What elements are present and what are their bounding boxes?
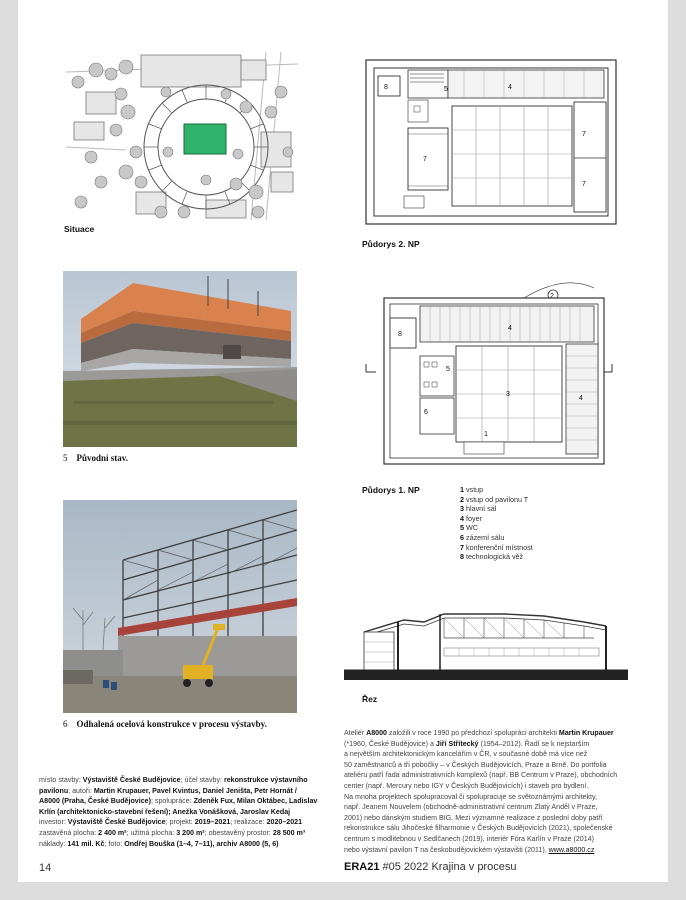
plan2-num-5: 5 [444,86,448,93]
section-drawing [344,592,628,684]
photo-steel-structure [63,500,297,713]
photo6-caption-text: Odhalená ocelová konstrukce v procesu výstavby. [76,719,267,729]
site-plan [66,52,298,220]
photo-original-state [63,271,297,447]
photo5-caption-text: Původní stav. [76,453,129,463]
plan1-num-5: 5 [446,366,450,373]
plan1-num-8: 8 [398,331,402,338]
project-credits: místo stavby: Výstaviště České Budějovice; účel stavby: rekonstrukce výstavního pavilonu; autoři: Martin Krupauer, Pavel Kvintus, Daniel Jeništa, Petr Hornát / A8000 (Praha, České Budějovice); spolupráce: Zdeněk Fux, Milan Oktábec, Ladislav Krlín (architektonicko-stavební řešení); Anežka Vonášková, Jaroslav Kedaj investor: Výstaviště České Budějovice; projekt: 2019–2021; realizace: 2020–2021 zastavěná plocha: 2 400 m²; užitná plocha: 3 200 m²; obestavěný prostor: 28 500 m³ náklady: 141 mil. Kč; foto: Ondřej Bouška (1–4, 7–11), archiv A8000 (5, 6) [39,776,318,848]
plan-legend [460,485,533,562]
plan1-num-6: 6 [424,409,428,416]
photo6-number: 6 [63,719,68,729]
floor-plan-1np [354,278,626,468]
legend-item: 4 foyer [460,513,482,523]
plan1-num-1: 1 [484,431,488,438]
plan2-num-4: 4 [508,84,512,91]
magazine-name: ERA21 [344,861,380,873]
legend-item: 8 technologická věž [460,552,524,562]
legend-item: 6 zázemí sálu [460,532,505,542]
plan1-num-2: 2 [550,293,554,300]
plan2-num-8: 8 [384,84,388,91]
plan1-num-4a: 4 [508,325,512,332]
legend-item: 1 vstup [460,485,484,494]
section-label: Řez [362,694,378,704]
studio-website-link[interactable]: www.a8000.cz [548,845,595,854]
legend-item: 3 hlavní sál [460,504,497,514]
photo6-caption [63,719,267,729]
plan1-num-4b: 4 [579,395,583,402]
floor-plan-2np [364,58,618,226]
plan2-label: Půdorys 2. NP [362,239,420,249]
studio-description: Ateliér A8000 založili v roce 1990 po předchozí spolupráci architekti Martin Krupauer (*1960, České Budějovice) a Jiří Střítecký (1954–2012). Řadí se k nejstarším a největším architektonickým kancelářím v ČR, v současné době má více než 50 zaměstnanců a tři pobočky – v Českých Budějovicích, Praze a Brně. Do portfolia ateliéru patří řada administrativních komplexů (např. BB Centrum v Praze), obchodních center (např. Mercury nebo IGY v Českých Budějovicích) i staveb pro bydlení. Na mnoha projektech spolupracoval či spolupracuje se světoznámými architekty, např. Jeanem Nouvelem (obchodně-administrativní centrum Zlatý Anděl v Praze, 2001) nebo dánským studiem BIG. Mezi významné realizace z poslední doby patří rekonstrukce sálu Jihočeské filharmonie v Českých Budějovicích (2021), společenské centrum s modlitebnou v Sedlčanech (2019), interiér Fóra Karlín v Praze (2014) nebo výstavní pavilon T na českobudějovickém výstavišti (2011). www.a8000.cz [344,729,618,854]
magazine-footer [344,861,516,873]
photo5-number: 5 [63,453,68,463]
page-number: 14 [39,862,52,874]
photo5-caption [63,453,128,463]
legend-item: 2 vstup od pavilonu T [460,494,529,504]
plan2-num-7c: 7 [582,181,586,188]
situace-label: Situace [64,224,95,234]
plan2-num-7b: 7 [582,131,586,138]
issue-info: #05 2022 Krajina v procesu [379,861,517,873]
plan1-label: Půdorys 1. NP [362,485,420,495]
plan1-num-3: 3 [506,391,510,398]
plan2-num-7a: 7 [423,156,427,163]
legend-item: 7 konferenční místnost [460,542,533,552]
page [18,0,668,882]
legend-item: 5 WC [460,523,478,533]
